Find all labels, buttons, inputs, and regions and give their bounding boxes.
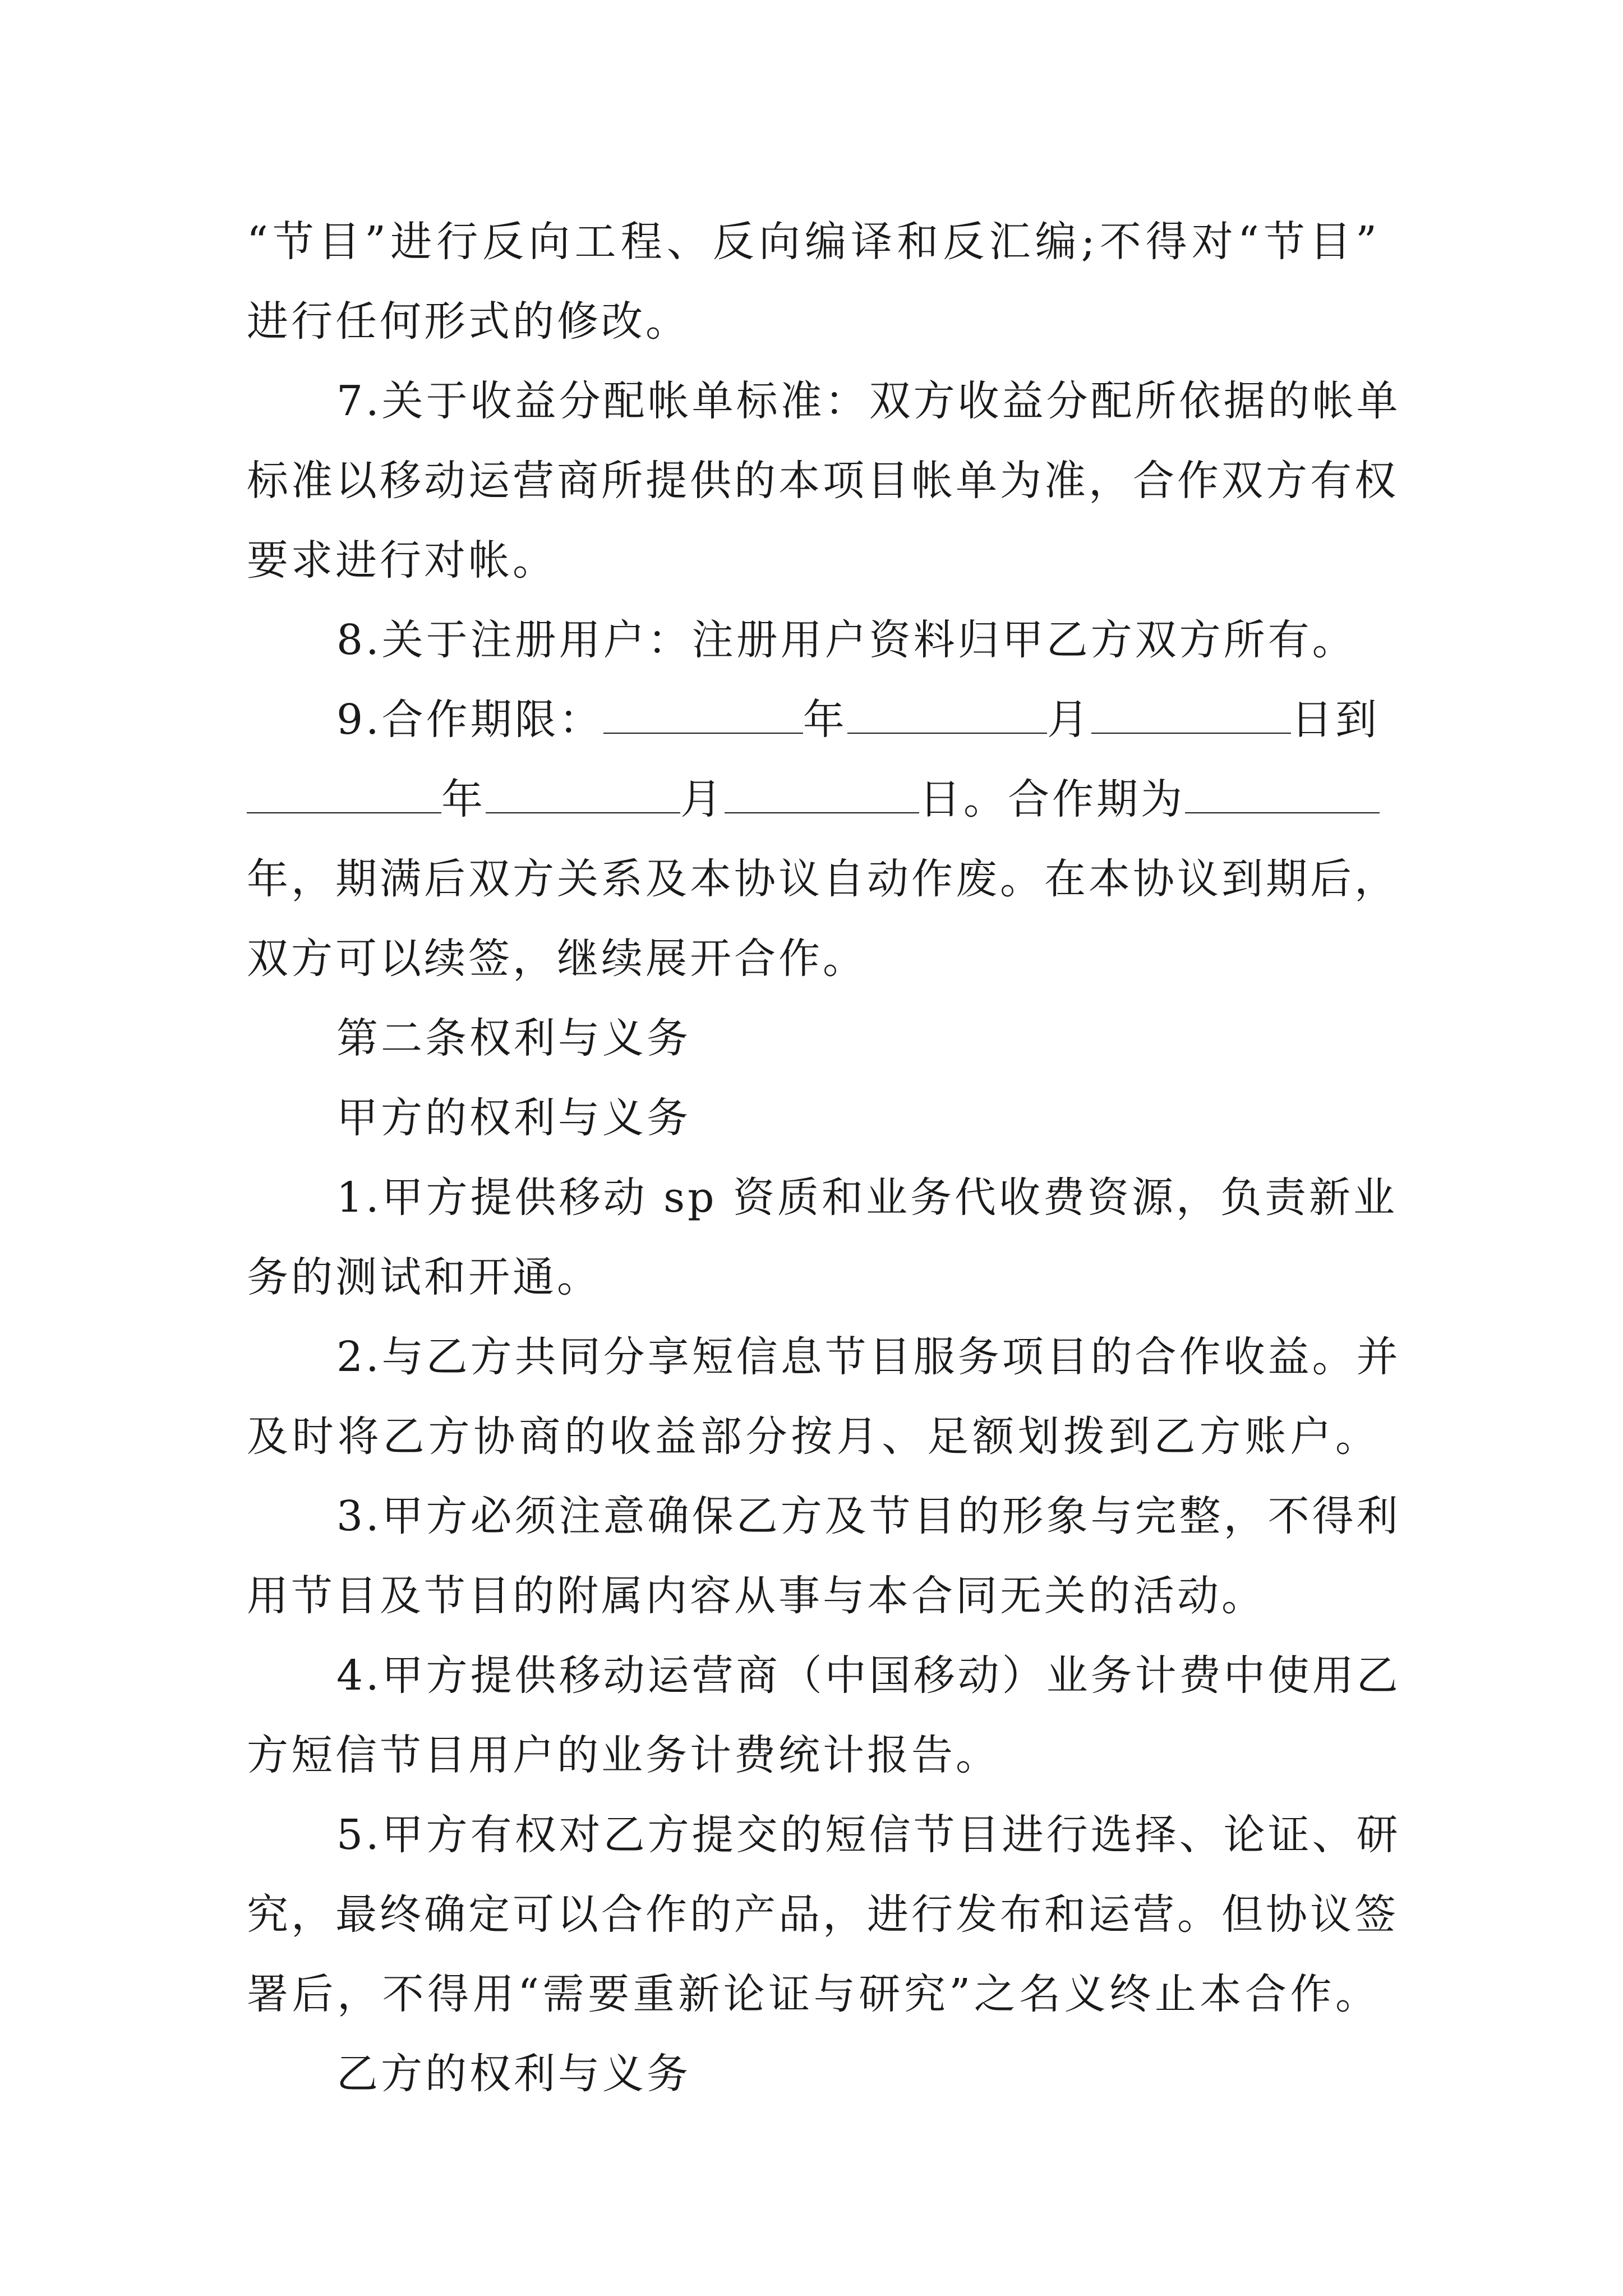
month-label: 月 [680, 775, 725, 823]
party-a-clause-1-line: 1.甲方提供移动 sp 资质和业务代收费资源，负责新业 [336, 1174, 1398, 1222]
paragraph-line: “节目”进行反向工程、反向编译和反汇编;不得对“节目” [247, 218, 1380, 266]
paragraph-line: 进行任何形式的修改。 [247, 297, 690, 346]
paragraph-line: 方短信节目用户的业务计费统计报告。 [247, 1731, 1000, 1779]
paragraph-line: 究，最终确定可以合作的产品，进行发布和运营。但协议签 [247, 1890, 1399, 1939]
start-year-blank[interactable] [603, 685, 803, 734]
start-month-blank[interactable] [847, 685, 1047, 734]
section-heading: 第二条权利与义务 [336, 1014, 691, 1062]
clause-9-term-line [247, 680, 1380, 760]
term-end-line [247, 760, 1380, 839]
party-a-clause-4-line: 4.甲方提供移动运营商（中国移动）业务计费中使用乙 [336, 1651, 1401, 1700]
year-label: 年 [441, 775, 486, 823]
paragraph-line: 署后，不得用“需要重新论证与研究”之名义终止本合作。 [247, 1970, 1380, 2018]
end-day-blank[interactable] [725, 765, 919, 813]
term-period-label: 日。合作期为 [919, 775, 1185, 823]
paragraph-line: 双方可以续签，继续展开合作。 [247, 935, 867, 983]
paragraph-line: 要求进行对帐。 [247, 536, 557, 585]
term-years-blank[interactable] [1185, 765, 1380, 813]
term-label: 9.合作期限： [336, 696, 603, 744]
clause-7-line: 7.关于收益分配帐单标准：双方收益分配所依据的帐单 [336, 377, 1401, 425]
end-month-blank[interactable] [486, 765, 680, 813]
paragraph-line: 年，期满后双方关系及本协议自动作废。在本协议到期后， [247, 855, 1399, 903]
party-a-clause-2-line: 2.与乙方共同分享短信息节目服务项目的合作收益。并 [336, 1333, 1401, 1381]
paragraph-line: 及时将乙方协商的收益部分按月、足额划拨到乙方账户。 [247, 1412, 1380, 1461]
month-label: 月 [1046, 696, 1091, 744]
start-day-blank[interactable] [1091, 685, 1291, 734]
paragraph-line: 标准以移动运营商所提供的本项目帐单为准，合作双方有权 [247, 457, 1399, 505]
subsection-heading: 甲方的权利与义务 [336, 1094, 691, 1142]
paragraph-line: 用节目及节目的附属内容从事与本合同无关的活动。 [247, 1572, 1266, 1620]
end-year-blank[interactable] [247, 765, 441, 813]
day-to-label: 日到 [1290, 696, 1380, 744]
clause-8-line: 8.关于注册用户：注册用户资料归甲乙方双方所有。 [336, 616, 1357, 664]
paragraph-line: 务的测试和开通。 [247, 1253, 601, 1301]
party-a-clause-5-line: 5.甲方有权对乙方提交的短信节目进行选择、论证、研 [336, 1811, 1401, 1859]
year-label: 年 [803, 696, 847, 744]
subsection-heading: 乙方的权利与义务 [336, 2050, 691, 2098]
party-a-clause-3-line: 3.甲方必须注意确保乙方及节目的形象与完整，不得利 [336, 1492, 1401, 1540]
document-page [247, 202, 1401, 2114]
